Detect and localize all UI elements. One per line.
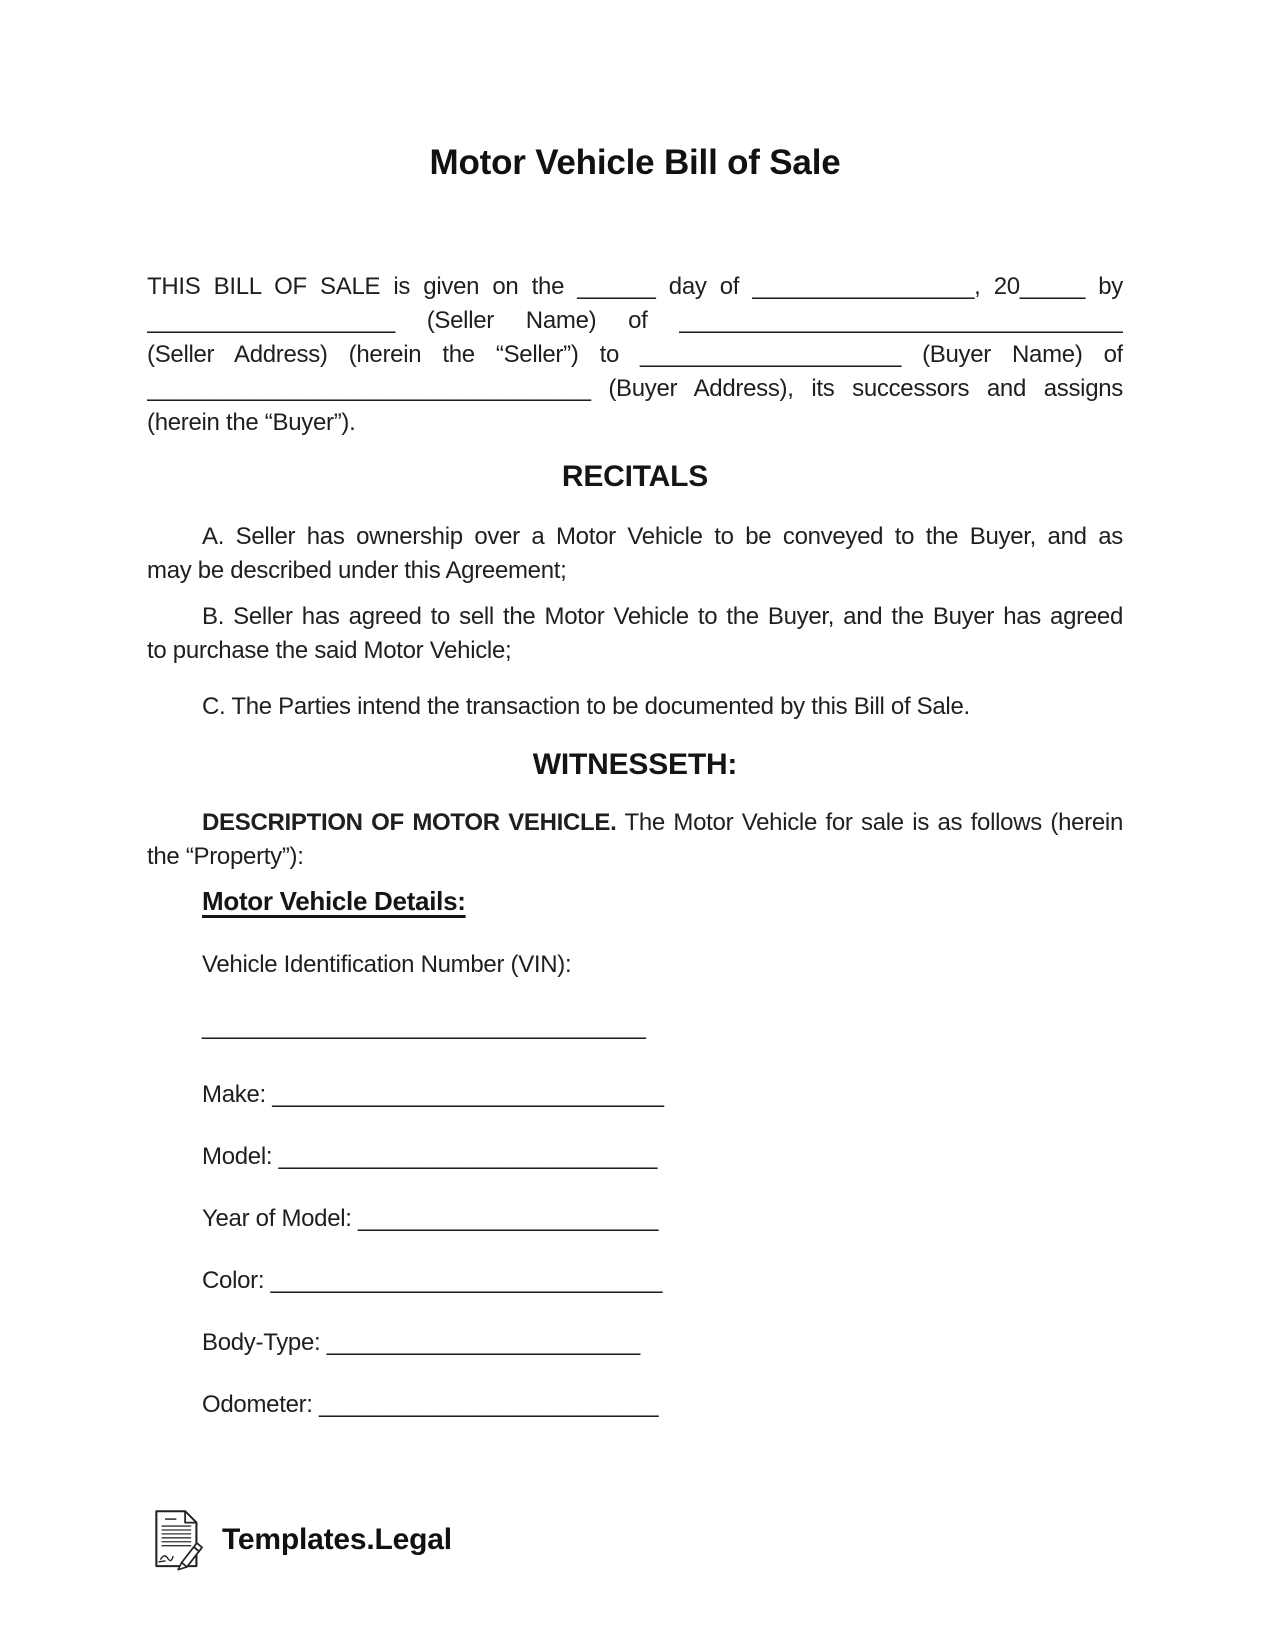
vin-blank-line: __________________________________ — [202, 1013, 646, 1040]
intro-paragraph — [147, 270, 1123, 440]
field-body-type: Body-Type: ________________________ — [202, 1329, 640, 1356]
text-line: the “Property”): — [147, 843, 304, 870]
text-line: THIS BILL OF SALE is given on the ______ day of _________________, 20_____ by — [147, 273, 1123, 300]
document-with-pencil-icon — [152, 1506, 206, 1574]
text-line: C. The Parties intend the transaction to be documented by this Bill of Sale. — [202, 693, 970, 720]
motor-vehicle-details-heading: Motor Vehicle Details: — [202, 886, 466, 916]
text-line: may be described under this Agreement; — [147, 557, 567, 584]
field-color: Color: ______________________________ — [202, 1267, 663, 1294]
field-model: Model: _____________________________ — [202, 1143, 657, 1170]
text-line: (Seller Address) (herein the “Seller”) to ____________________ (Buyer Name) of — [147, 341, 1123, 368]
text-line: A. Seller has ownership over a Motor Vehicle to be conveyed to the Buyer, and as — [202, 523, 1123, 550]
text-line: (herein the “Buyer”). — [147, 409, 356, 436]
document-content — [147, 0, 1123, 1422]
text-line — [147, 806, 1123, 840]
text-line: __________________________________ (Buyer Address), its successors and assigns — [147, 375, 1123, 402]
description-paragraph — [147, 806, 1123, 874]
field-make: Make: ______________________________ — [202, 1081, 664, 1108]
witnesseth-heading: WITNESSETH: — [532, 748, 738, 781]
footer-brand — [152, 1506, 452, 1574]
text-line: to purchase the said Motor Vehicle; — [147, 637, 512, 664]
field-odometer: Odometer: __________________________ — [202, 1391, 659, 1418]
description-lead-rest: The Motor Vehicle for sale is as follows (herein — [616, 809, 1123, 836]
page-title: Motor Vehicle Bill of Sale — [429, 143, 841, 182]
motor-vehicle-details-section — [147, 884, 1123, 1422]
vin-label: Vehicle Identification Number (VIN): — [202, 951, 572, 978]
recital-b-paragraph — [147, 600, 1123, 668]
recitals-heading: RECITALS — [561, 460, 709, 493]
field-year-of-model: Year of Model: _______________________ — [202, 1205, 659, 1232]
recital-a-paragraph — [147, 520, 1123, 588]
text-line: ___________________ (Seller Name) of __________________________________ — [147, 307, 1123, 334]
brand-text: Templates.Legal — [222, 1523, 452, 1556]
recital-c-paragraph — [147, 690, 1123, 724]
text-line: B. Seller has agreed to sell the Motor Vehicle to the Buyer, and the Buyer has agreed — [202, 603, 1123, 630]
description-lead-bold: DESCRIPTION OF MOTOR VEHICLE. — [202, 809, 617, 836]
